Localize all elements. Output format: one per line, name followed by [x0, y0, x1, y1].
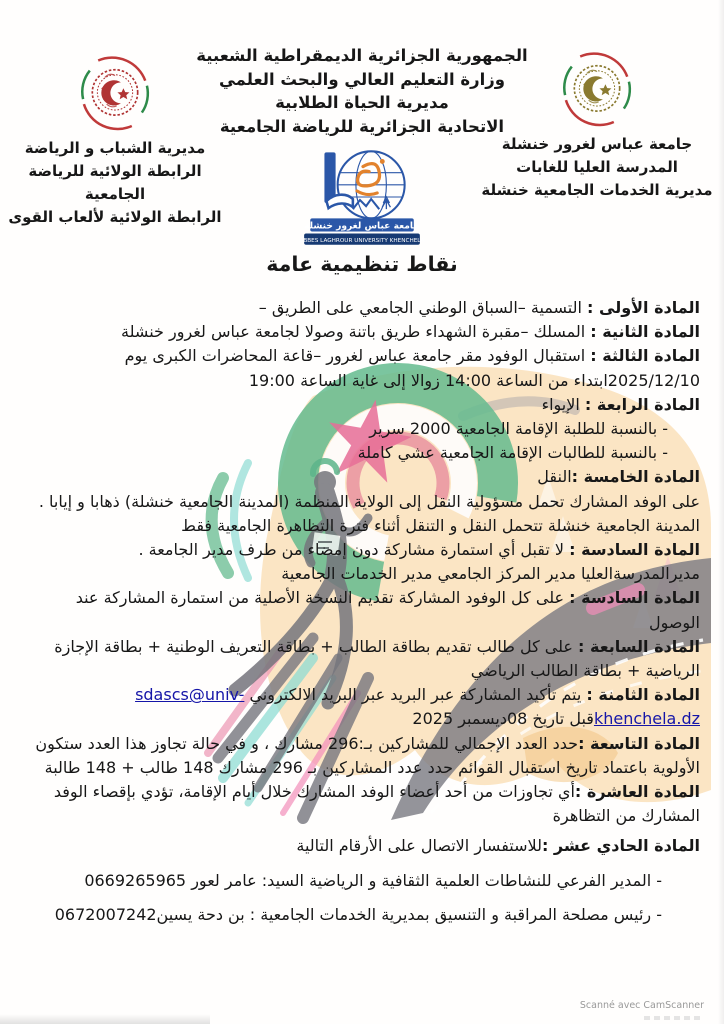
republic-line: الجمهورية الجزائرية الديمقراطية الشعبية [196, 46, 528, 65]
article-11-contacts: المادة الحادي عشر :للاستفسار الاتصال على الأرقام التالية [296, 836, 700, 856]
university-logo-icon [296, 146, 428, 248]
contact-line-bendaha-yacine: - رئيس مصلحة المراقبة و التنسيق بمديرية الخدمات الجامعية : بن دحة يسين0672007242 [54, 904, 662, 924]
state-seal-left-icon [73, 52, 157, 132]
article-8-email-confirmation: المادة الثامنة : يتم تأكيد المشاركة عبر البريد عبر البريد الالكتروني sdascs@univ-khenchela.dzقبل تاريخ 08ديسمبر 2025 [135, 685, 700, 729]
housing-bullet-students: - بالنسبة للطلبة الإقامة الجامعية 2000 سرير [369, 419, 668, 439]
document-title: نقاط تنظيمية عامة [266, 252, 458, 276]
scan-edge-shadow-bottom [0, 1014, 210, 1024]
article-3-reception: المادة الثالثة : استقبال الوفود مقر جامعة عباس لغرور –قاعة المحاضرات الكبرى يوم 2025/12/10ابتداء من الساعة 14:00 زوالا إلى غاية الساعة 19:00 [124, 346, 700, 390]
contact-line-amar-laour: - المدير الفرعي للنشاطات العلمية الثقافية و الرياضية السيد: عامر لعور 0669265965 [84, 870, 662, 890]
university-logo-english-name: ABBES LAGHROUR UNIVERSITY KHENCHELA [299, 238, 425, 245]
article-9-participants-count: المادة التاسعة :حدد العدد الإجمالي للمشاركين بـ:296 مشارك ، و في حالة تجاوز هذا العدد ستكون الأولوية باعتماد تاريخ استقبال القوائم حدد عدد المشاركين بـ 296 مشارك 148 طالب + 148 طالبة [35, 733, 700, 777]
article-2-route: المادة الثانية : المسلك –مقبرة الشهداء طريق باتنة وصولا لجامعة عباس لغرور خنشلة [121, 322, 700, 342]
article-1-name: المادة الأولى : التسمية –السباق الوطني الجامعي على الطريق – [258, 298, 700, 317]
housing-bullet-female-students: - بالنسبة للطالبات الإقامة الجامعية عشي كاملة [357, 443, 668, 463]
university-sports-league-line: الرابطة الولائية للرياضة الجامعية [28, 162, 202, 203]
article-6b-original-form: المادة السادسة : على كل الوفود المشاركة تقديم النسخة الأصلية من استمارة المشاركة عند الوصول [75, 588, 700, 632]
article-6-signature: المادة السادسة : لا تقبل أي استمارة مشاركة دون إمضاء من طرف مدير الجامعة . مديرالمدرسةالعليا مدير المركز الجامعي مدير الخدمات الجامعية [138, 540, 700, 584]
university-sports-federation-line: الاتحادية الجزائرية للرياضة الجامعية [219, 116, 505, 136]
articles-section [20, 296, 700, 927]
university-column [478, 48, 716, 202]
ministry-line: وزارة التعليم العالي والبحث العلمي [218, 69, 506, 89]
student-life-directorate-line: مديرية الحياة الطلابية [275, 93, 449, 112]
scan-edge-shadow-right [718, 0, 724, 1024]
article-10-conduct: المادة العاشرة :أي تجاوزات من أحد أعضاء الوفد المشارك خلال أيام الإقامة، تؤدي بإقصاء الوفد المشارك من التظاهرة [53, 782, 700, 826]
email-link[interactable]: sdascs@univ-khenchela.dz [135, 685, 700, 729]
article-4-housing: المادة الرابعة : الإيواء [541, 394, 700, 414]
scan-smudge-mark [644, 1016, 700, 1020]
transport-details: على الوفد المشارك تحمل مسؤولية النقل إلى الولاية المنظمة (المدينة الجامعية خنشلة) ذهابا و إيابا . المدينة الجامعية خنشلة تتحمل النقل و التنقل أثناء فترة التظاهرة الجامعية فقط [38, 491, 700, 535]
youth-sports-directorate-line: مديرية الشباب و الرياضة [24, 139, 206, 157]
campus-services-line: مديرية الخدمات الجامعية خنشلة [481, 181, 713, 199]
university-logo-arabic-name: جامعة عباس لغرور خنشلة [304, 221, 420, 232]
youth-sports-column [2, 52, 228, 229]
article-5-transport: المادة الخامسة :النقل [537, 467, 700, 487]
forestry-school-line: المدرسة العليا للغابات [516, 158, 678, 176]
university-name-line: جامعة عباس لغرور خنشلة [501, 135, 693, 153]
athletics-league-line: الرابطة الولائية لألعاب القوى [8, 208, 222, 226]
camscanner-credit: Scanné avec CamScanner [579, 1000, 704, 1011]
article-7-cards: المادة السابعة : على كل طالب تقديم بطاقة الطالب + بطاقة التعريف الوطنية + بطاقة الإجازة الرياضية + بطاقة الطالب الرياضي [54, 636, 700, 681]
state-seal-right-icon [555, 48, 639, 128]
